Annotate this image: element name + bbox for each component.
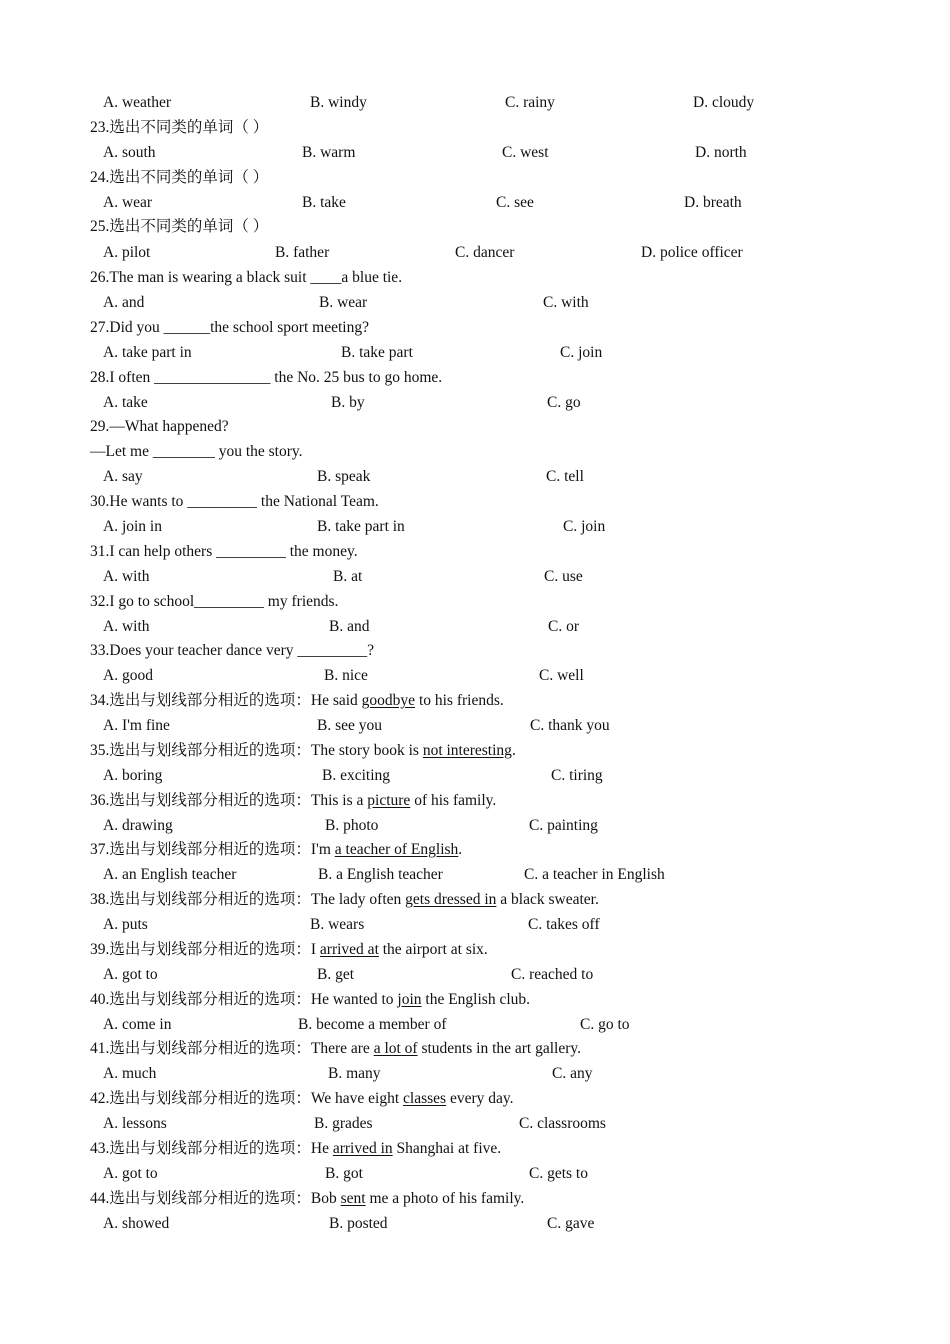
option-b: B. exciting xyxy=(322,767,391,784)
option-b: B. posted xyxy=(329,1215,388,1232)
option-b: B. take part in xyxy=(317,518,405,535)
underlined-phrase: goodbye xyxy=(361,692,416,709)
option-b: B. grades xyxy=(314,1115,373,1132)
option-c: C. reached to xyxy=(511,966,594,983)
stem-text: 36.选出与划线部分相近的选项：This is a xyxy=(90,792,368,809)
option-b: B. many xyxy=(328,1065,381,1082)
option-a: A. take part in xyxy=(103,344,192,361)
underlined-phrase: arrived in xyxy=(332,1140,393,1157)
question-stem: 33.Does your teacher dance very _________? xyxy=(90,642,375,659)
question-stem: 23.选出不同类的单词（ ） xyxy=(90,119,269,136)
option-c: C. gave xyxy=(547,1215,595,1232)
option-a: A. much xyxy=(103,1065,157,1082)
option-d: D. breath xyxy=(684,194,742,211)
question-stem xyxy=(90,1188,524,1210)
stem-text: a black sweater. xyxy=(496,891,599,908)
option-b: B. and xyxy=(329,618,370,635)
option-b: B. take xyxy=(302,194,346,211)
question-stem xyxy=(90,989,530,1011)
option-a: A. boring xyxy=(103,767,163,784)
question-stem: —Let me ________ you the story. xyxy=(90,443,303,460)
option-c: C. go to xyxy=(580,1016,630,1033)
option-b: B. a English teacher xyxy=(318,866,443,883)
option-a: A. got to xyxy=(103,1165,158,1182)
stem-text: 35.选出与划线部分相近的选项：The story book is xyxy=(90,742,423,759)
option-c: C. tiring xyxy=(551,767,603,784)
option-a: A. weather xyxy=(103,94,171,111)
question-stem: 24.选出不同类的单词（ ） xyxy=(90,169,269,186)
stem-text: 38.选出与划线部分相近的选项：The lady often xyxy=(90,891,406,908)
option-d: D. north xyxy=(695,144,747,161)
stem-text: 42.选出与划线部分相近的选项：We have eight xyxy=(90,1090,404,1107)
question-stem: 27.Did you ______the school sport meeting? xyxy=(90,319,369,336)
question-stem xyxy=(90,939,488,961)
option-a: A. got to xyxy=(103,966,158,983)
option-c: C. a teacher in English xyxy=(524,866,665,883)
stem-text: to his friends. xyxy=(415,692,504,709)
option-c: C. rainy xyxy=(505,94,555,111)
question-stem: 32.I go to school_________ my friends. xyxy=(90,593,339,610)
question-stem xyxy=(90,790,496,812)
option-c: C. west xyxy=(502,144,549,161)
question-stem: 29.—What happened? xyxy=(90,418,229,435)
option-a: A. pilot xyxy=(103,244,151,261)
option-c: C. use xyxy=(544,568,583,585)
option-b: B. see you xyxy=(317,717,383,734)
option-b: B. at xyxy=(333,568,363,585)
question-stem xyxy=(90,839,462,861)
option-c: C. join xyxy=(560,344,603,361)
stem-text: students in the art gallery. xyxy=(417,1040,582,1057)
stem-text: me a photo of his family. xyxy=(365,1190,525,1207)
option-c: C. with xyxy=(543,294,589,311)
stem-text: 41.选出与划线部分相近的选项：There are xyxy=(90,1040,374,1057)
stem-text: the English club. xyxy=(421,991,531,1008)
option-c: C. well xyxy=(539,667,584,684)
option-a: A. wear xyxy=(103,194,153,211)
option-c: C. painting xyxy=(529,817,598,834)
stem-text: 40.选出与划线部分相近的选项：He wanted to xyxy=(90,991,398,1008)
stem-text: 39.选出与划线部分相近的选项：I xyxy=(90,941,320,958)
stem-text: the airport at six. xyxy=(378,941,488,958)
option-c: C. dancer xyxy=(455,244,515,261)
option-b: B. wears xyxy=(310,916,365,933)
option-c: C. takes off xyxy=(528,916,600,933)
underlined-phrase: join xyxy=(397,991,422,1008)
question-stem: 26.The man is wearing a black suit ____a blue tie. xyxy=(90,269,403,286)
option-a: A. puts xyxy=(103,916,148,933)
question-stem xyxy=(90,1088,514,1110)
option-c: C. join xyxy=(563,518,606,535)
option-b: B. got xyxy=(325,1165,363,1182)
option-c: C. go xyxy=(547,394,581,411)
option-a: A. an English teacher xyxy=(103,866,237,883)
option-b: B. become a member of xyxy=(298,1016,447,1033)
option-b: B. windy xyxy=(310,94,367,111)
option-a: A. south xyxy=(103,144,156,161)
option-a: A. I'm fine xyxy=(103,717,170,734)
option-b: B. nice xyxy=(324,667,368,684)
question-stem xyxy=(90,690,504,712)
option-b: B. by xyxy=(331,394,365,411)
option-b: B. speak xyxy=(317,468,371,485)
option-a: A. say xyxy=(103,468,143,485)
question-stem xyxy=(90,889,599,911)
option-d: D. police officer xyxy=(641,244,743,261)
stem-text: 34.选出与划线部分相近的选项：He said xyxy=(90,692,362,709)
question-stem: 31.I can help others _________ the money. xyxy=(90,543,358,560)
underlined-phrase: classes xyxy=(403,1090,447,1107)
option-c: C. classrooms xyxy=(519,1115,606,1132)
underlined-phrase: gets dressed in xyxy=(405,891,497,908)
question-stem: 28.I often _______________ the No. 25 bus to go home. xyxy=(90,369,443,386)
stem-text: 37.选出与划线部分相近的选项：I'm xyxy=(90,841,335,858)
stem-text: every day. xyxy=(446,1090,514,1107)
question-stem xyxy=(90,740,516,762)
option-a: A. lessons xyxy=(103,1115,167,1132)
stem-text: of his family. xyxy=(410,792,497,809)
stem-text: Shanghai at five. xyxy=(392,1140,502,1157)
option-a: A. with xyxy=(103,618,150,635)
question-stem: 25.选出不同类的单词（ ） xyxy=(90,218,269,235)
underlined-phrase: a teacher of English xyxy=(334,841,459,858)
stem-text: 43.选出与划线部分相近的选项：He xyxy=(90,1140,333,1157)
option-a: A. good xyxy=(103,667,153,684)
underlined-phrase: a lot of xyxy=(373,1040,418,1057)
underlined-phrase: picture xyxy=(367,792,411,809)
option-c: C. see xyxy=(496,194,534,211)
option-a: A. showed xyxy=(103,1215,170,1232)
option-b: B. wear xyxy=(319,294,368,311)
option-a: A. and xyxy=(103,294,145,311)
stem-text: . xyxy=(458,841,463,858)
underlined-phrase: not interesting xyxy=(422,742,512,759)
question-stem: 30.He wants to _________ the National Team. xyxy=(90,493,379,510)
stem-text: . xyxy=(511,742,516,759)
option-a: A. join in xyxy=(103,518,162,535)
option-c: C. or xyxy=(548,618,579,635)
option-a: A. take xyxy=(103,394,148,411)
option-b: B. get xyxy=(317,966,355,983)
option-a: A. drawing xyxy=(103,817,173,834)
underlined-phrase: sent xyxy=(340,1190,366,1207)
option-a: A. come in xyxy=(103,1016,172,1033)
option-a: A. with xyxy=(103,568,150,585)
stem-text: 44.选出与划线部分相近的选项：Bob xyxy=(90,1190,341,1207)
option-c: C. tell xyxy=(546,468,584,485)
option-c: C. thank you xyxy=(530,717,610,734)
option-b: B. photo xyxy=(325,817,379,834)
option-b: B. take part xyxy=(341,344,413,361)
option-b: B. father xyxy=(275,244,330,261)
option-c: C. gets to xyxy=(529,1165,588,1182)
option-c: C. any xyxy=(552,1065,593,1082)
option-d: D. cloudy xyxy=(693,94,755,111)
underlined-phrase: arrived at xyxy=(319,941,379,958)
question-stem xyxy=(90,1038,581,1060)
option-b: B. warm xyxy=(302,144,356,161)
question-stem xyxy=(90,1138,501,1160)
